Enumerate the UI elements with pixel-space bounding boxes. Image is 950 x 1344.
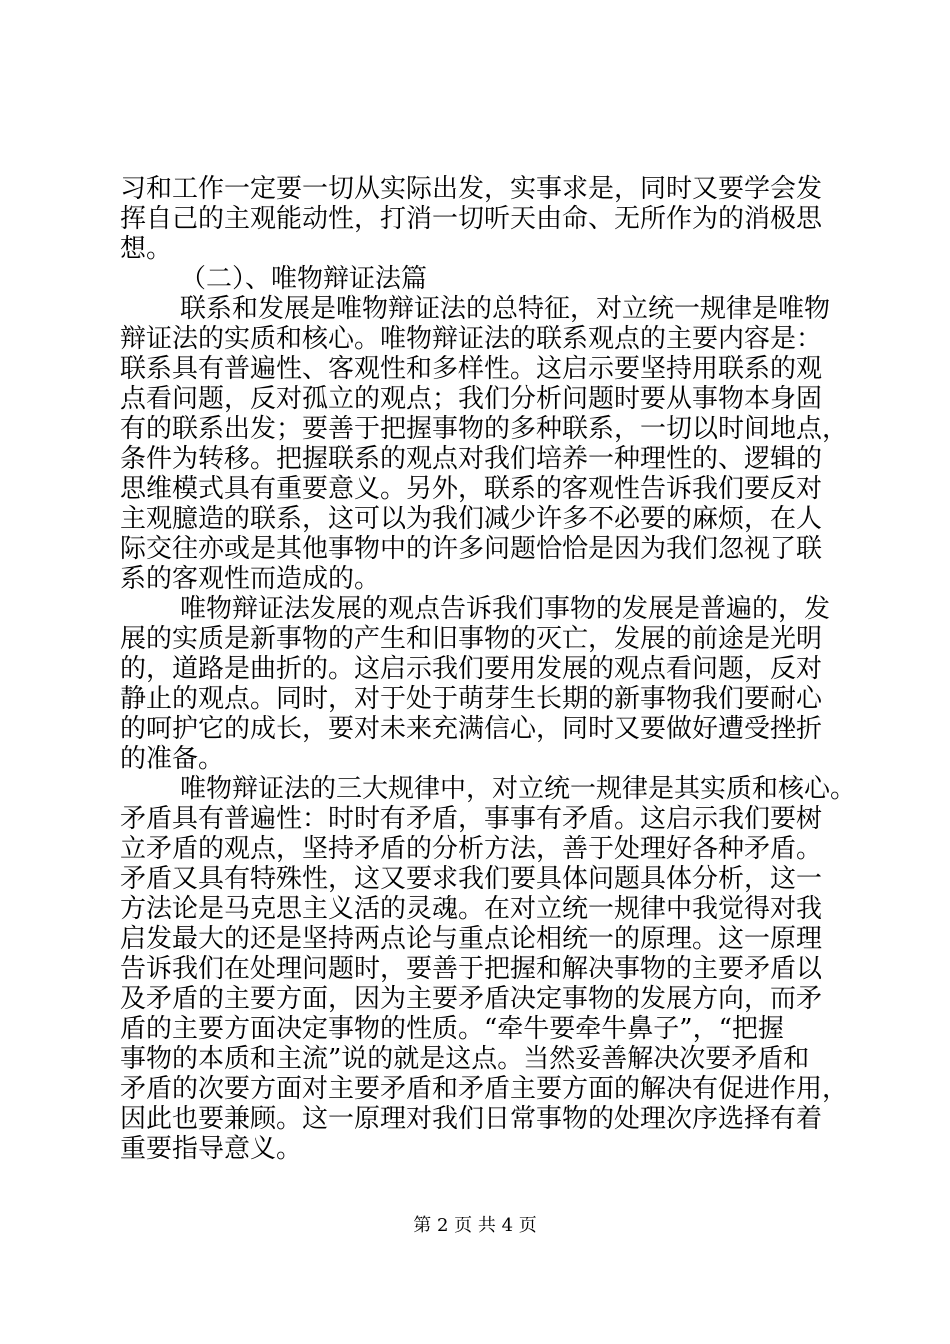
text-line: 静止的观点。同时，对于处于萌芽生长期的新事物我们要耐心 — [120, 684, 823, 714]
document-body — [120, 174, 857, 1164]
text-line: 告诉我们在处理问题时，要善于把握和解决事物的主要矛盾以 — [120, 954, 823, 984]
text-line: 立矛盾的观点，坚持矛盾的分析方法，善于处理好各种矛盾。 — [120, 834, 823, 864]
text-line: 辩证法的实质和核心。唯物辩证法的联系观点的主要内容是： — [120, 324, 823, 354]
text-line: 启发最大的还是坚持两点论与重点论相统一的原理。这一原理 — [120, 924, 823, 954]
text-line: 及矛盾的主要方面，因为主要矛盾决定事物的发展方向，而矛 — [120, 984, 823, 1014]
text-line: 方法论是马克思主义活的灵魂。在对立统一规律中我觉得对我 — [120, 894, 823, 924]
section-heading: （二）、唯物辩证法篇 — [180, 264, 428, 294]
text-line: 重要指导意义。 — [120, 1134, 303, 1164]
paragraph-first-line: 联系和发展是唯物辩证法的总特征，对立统一规律是唯物 — [180, 294, 831, 324]
text-line: 展的实质是新事物的产生和旧事物的灭亡，发展的前途是光明 — [120, 624, 823, 654]
text-line: 习和工作一定要一切从实际出发，实事求是，同时又要学会发 — [120, 174, 823, 204]
paragraph-first-line: 唯物辩证法的三大规律中，对立统一规律是其实质和核心。 — [180, 774, 857, 804]
text-line: 的呵护它的成长，要对未来充满信心，同时又要做好遭受挫折 — [120, 714, 823, 744]
page-number-footer: 第 2 页 共 4 页 — [413, 1215, 537, 1236]
text-line: 因此也要兼顾。这一原理对我们日常事物的处理次序选择有着 — [120, 1104, 823, 1134]
text-line: 主观臆造的联系，这可以为我们减少许多不必要的麻烦，在人 — [120, 504, 823, 534]
text-line: 有的联系出发；要善于把握事物的多种联系，一切以时间地点， — [120, 414, 849, 444]
text-line: 盾的主要方面决定事物的性质。“牵牛要牵牛鼻子”，“把握 — [120, 1014, 784, 1044]
text-line: 矛盾的次要方面对主要矛盾和矛盾主要方面的解决有促进作用， — [120, 1074, 849, 1104]
text-line: 际交往亦或是其他事物中的许多问题恰恰是因为我们忽视了联 — [120, 534, 823, 564]
text-line: 条件为转移。把握联系的观点对我们培养一种理性的、逻辑的 — [120, 444, 823, 474]
text-line: 想。 — [120, 234, 173, 264]
paragraph-first-line: 唯物辩证法发展的观点告诉我们事物的发展是普遍的，发 — [180, 594, 831, 624]
text-line: 系的客观性而造成的。 — [120, 564, 381, 594]
text-line: 矛盾又具有特殊性，这又要求我们要具体问题具体分析，这一 — [120, 864, 823, 894]
text-line: 挥自己的主观能动性，打消一切听天由命、无所作为的消极思 — [120, 204, 823, 234]
text-line: 矛盾具有普遍性：时时有矛盾，事事有矛盾。这启示我们要树 — [120, 804, 823, 834]
text-line: 的准备。 — [120, 744, 225, 774]
text-line: 联系具有普遍性、客观性和多样性。这启示要坚持用联系的观 — [120, 354, 823, 384]
text-line: 的，道路是曲折的。这启示我们要用发展的观点看问题，反对 — [120, 654, 823, 684]
text-line: 事物的本质和主流”说的就是这点。当然妥善解决次要矛盾和 — [120, 1044, 810, 1074]
text-line: 点看问题，反对孤立的观点；我们分析问题时要从事物本身固 — [120, 384, 823, 414]
text-line: 思维模式具有重要意义。另外，联系的客观性告诉我们要反对 — [120, 474, 823, 504]
